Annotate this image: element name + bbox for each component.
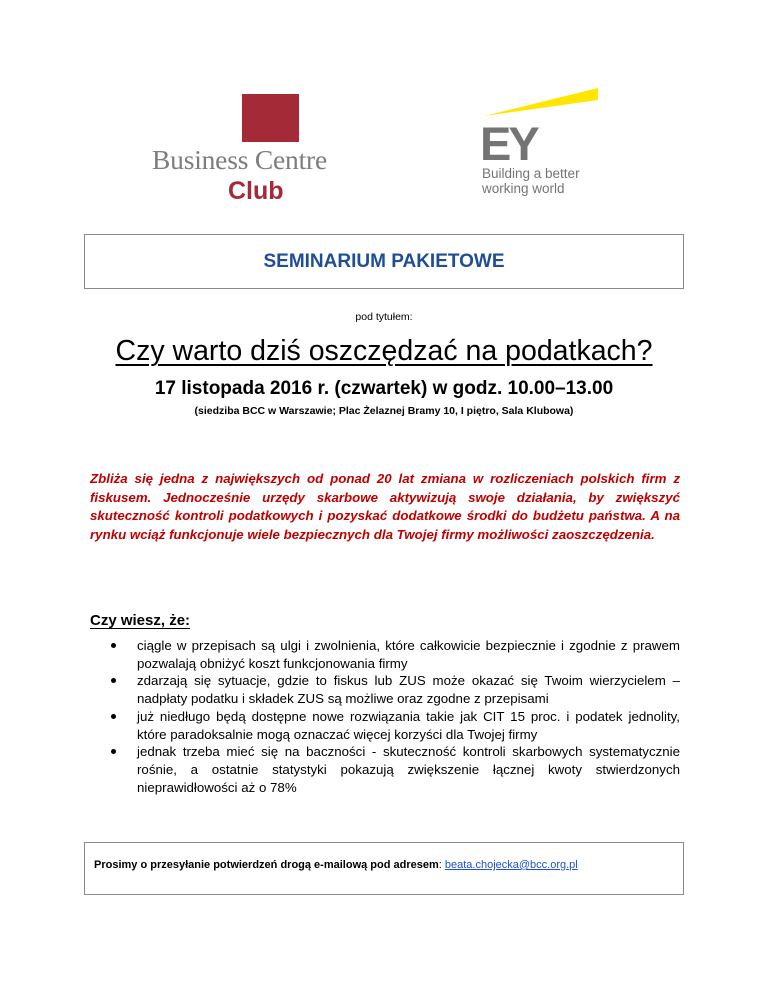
title-box [84, 234, 684, 289]
bullet-icon [111, 749, 116, 754]
headline-text: Czy warto dziś oszczędzać na podatkach? [115, 335, 653, 367]
list-item-text: jednak trzeba mieć się na baczności - skuteczność kontroli skarbowych systematycznie rośnie, a ostatnie statystyki pokazują zwiększenie łącznej kwoty stwierdzonych nieprawidłowości aż o 78% [137, 744, 680, 795]
event-venue: (siedziba BCC w Warszawie; Plac Żelaznej Bramy 10, I piętro, Sala Klubowa) [194, 405, 574, 417]
facts-list [108, 637, 680, 796]
intro-paragraph: Zbliża się jedna z największych od ponad 20 lat zmiana w rozliczeniach polskich firm z fiskusem. Jednocześnie urzędy skarbowe aktywizują swoje działania, by zwiększyć skuteczność kontroli podatkowych i pozyskać dodatkowe środki do budżetu państwa. A na rynku wciąż funkcjonuje wiele bezpiecznych dla Twojej firmy możliwości zaoszczędzenia. [90, 471, 680, 542]
headline [0, 335, 768, 368]
bullet-icon [111, 714, 116, 719]
list-item [108, 672, 680, 707]
list-item-text: ciągle w przepisach są ulgi i zwolnienia, które całkowicie bezpiecznie i zgodnie z prawem pozwalają obniżyć koszt funkcjonowania firmy [137, 638, 680, 671]
contact-label: Prosimy o przesyłanie potwierdzeń drogą e-mailową pod adresem [94, 859, 439, 871]
list-item [108, 637, 680, 672]
contact-separator: : [438, 859, 445, 871]
bcc-logo [152, 94, 382, 212]
ey-logo [480, 86, 610, 210]
list-item [108, 743, 680, 796]
bullet-icon [111, 678, 116, 683]
subtitle-label: pod tytułem: [355, 311, 413, 323]
contact-email-link[interactable]: beata.chojecka@bcc.org.pl [444, 859, 578, 871]
contact-box [84, 842, 684, 895]
bullet-icon [111, 643, 116, 648]
list-item-text: zdarzają się sytuacje, gdzie to fiskus lub ZUS może okazać się Twoim wierzycielem – nadpłaty podatku i składek ZUS są możliwe oraz zgodne z przepisami [137, 673, 680, 707]
ey-beam-icon [480, 86, 610, 120]
bcc-logo-name: Business Centre [152, 144, 327, 175]
bcc-square-mark [242, 94, 299, 142]
seminar-title: SEMINARIUM PAKIETOWE [263, 250, 505, 272]
ey-logo-tagline: Building a better working world [482, 166, 580, 196]
facts-heading: Czy wiesz, że: [90, 612, 191, 629]
event-date: 17 listopada 2016 r. (czwartek) w godz. 10.00–13.00 [154, 378, 614, 399]
bcc-logo-club: Club [228, 177, 284, 205]
list-item [108, 708, 680, 743]
list-item-text: już niedługo będą dostępne nowe rozwiązania takie jak CIT 15 proc. i podatek jednolity, które paradoksalnie mogą oznaczać więcej korzyści dla Twojej firmy [137, 708, 680, 742]
ey-logo-mark: EY [480, 117, 537, 170]
